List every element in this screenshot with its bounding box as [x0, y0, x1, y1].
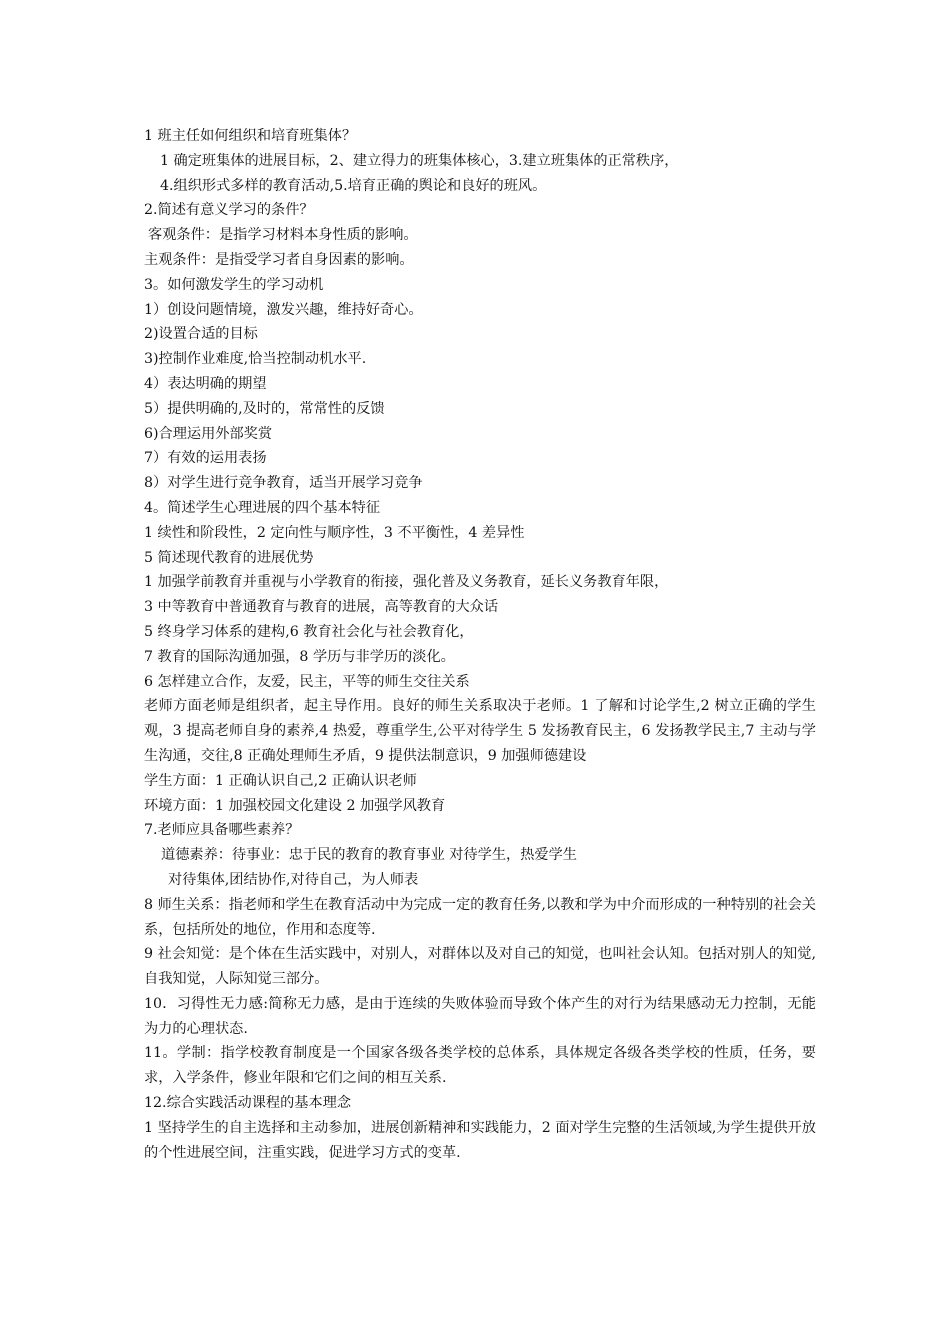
question-3-item-4: 4）表达明确的期望 [144, 375, 267, 392]
question-2-heading: 2.简述有意义学习的条件？ [144, 202, 314, 219]
definition-9-paragraph: 9 社会知觉：是个体在生活实践中，对别人，对群体以及对自己的知觉，也叫社会认知。包括对别人的知觉,自我知觉，人际知觉三部分。 [144, 946, 816, 988]
question-7-heading: 7.老师应具备哪些素养？ [144, 822, 300, 839]
question-6-student-side: 学生方面：1 正确认识自己,2 正确认识老师 [144, 772, 417, 789]
question-3-heading: 3。如何激发学生的学习动机 [144, 276, 324, 293]
question-3-item-6: 6)合理运用外部奖赏 [144, 425, 273, 442]
question-3-item-7: 7）有效的运用表扬 [144, 450, 267, 467]
question-1-answer-line-2: 4.组织形式多样的教育活动,5.培育正确的舆论和良好的班风。 [160, 177, 547, 194]
document-page [144, 124, 816, 1165]
definition-8-paragraph: 8 师生关系：指老师和学生在教育活动中为完成一定的教育任务,以教和学为中介而形成的一种特别的社会关系，包括所处的地位，作用和态度等. [144, 896, 816, 938]
question-5-answer-line-4: 7 教育的国际沟通加强，8 学历与非学历的淡化。 [144, 648, 455, 665]
question-5-heading: 5 简述现代教育的进展优势 [144, 549, 314, 566]
question-3-item-1: 1）创设问题情境，激发兴趣，维持好奇心。 [144, 301, 423, 318]
question-2-objective: 客观条件：是指学习材料本身性质的影响。 [148, 227, 418, 244]
question-5-answer-line-3: 5 终身学习体系的建构,6 教育社会化与社会教育化， [144, 623, 474, 640]
question-6-teacher-paragraph: 老师方面老师是组织者，起主导作用。良好的师生关系取决于老师。1 了解和讨论学生,2 树立正确的学生观，3 提高老师自身的素养,4 热爱，尊重学生,公平对待学生 5 发扬教育民主，6 发扬教学民主,7 主动与学生沟通，交往,8 正确处理师生矛盾，9 提供法制意识，9 加强师德建设 [144, 698, 816, 764]
question-1-heading: 1 班主任如何组织和培育班集体？ [144, 128, 357, 144]
question-7-answer-line-2: 对待集体,团结协作,对待自己，为人师表 [168, 871, 419, 888]
question-6-heading: 6 怎样建立合作，友爱，民主，平等的师生交往关系 [144, 673, 470, 690]
question-5-answer-line-2: 3 中等教育中普通教育与教育的进展，高等教育的大众话 [144, 599, 499, 616]
question-3-item-5: 5）提供明确的,及时的，常常性的反馈 [144, 400, 385, 417]
question-3-item-8: 8）对学生进行竞争教育，适当开展学习竞争 [144, 475, 423, 492]
definition-10-paragraph: 10．习得性无力感:简称无力感，是由于连续的失败体验而导致个体产生的对行为结果感动无力控制，无能为力的心理状态. [144, 995, 816, 1037]
question-2-subjective: 主观条件：是指受学习者自身因素的影响。 [144, 251, 414, 268]
question-5-answer-line-1: 1 加强学前教育并重视与小学教育的衔接，强化普及义务教育，延长义务教育年限， [144, 574, 669, 591]
question-4-heading: 4。简述学生心理进展的四个基本特征 [144, 499, 381, 516]
question-7-answer-line-1: 道德素养：待事业：忠于民的教育的教育事业 对待学生，热爱学生 [161, 847, 577, 864]
question-4-answer: 1 续性和阶段性，2 定向性与顺序性，3 不平衡性，4 差异性 [144, 524, 525, 541]
question-3-item-3: 3)控制作业难度,恰当控制动机水平. [144, 351, 367, 368]
question-12-paragraph: 1 坚持学生的自主选择和主动参加，进展创新精神和实践能力，2 面对学生完整的生活领域,为学生提供开放的个性进展空间，注重实践，促进学习方式的变革. [144, 1119, 816, 1161]
definition-11-paragraph: 11。学制：指学校教育制度是一个国家各级各类学校的总体系，具体规定各级各类学校的性质，任务，要求，入学条件，修业年限和它们之间的相互关系. [144, 1045, 816, 1087]
question-12-heading: 12.综合实践活动课程的基本理念 [144, 1095, 352, 1112]
question-3-item-2: 2)设置合适的目标 [144, 326, 258, 343]
question-1-answer-line-1: 1 确定班集体的进展目标，2、建立得力的班集体核心，3.建立班集体的正常秩序， [160, 152, 679, 169]
question-6-environment-side: 环境方面：1 加强校园文化建设 2 加强学风教育 [144, 797, 446, 814]
